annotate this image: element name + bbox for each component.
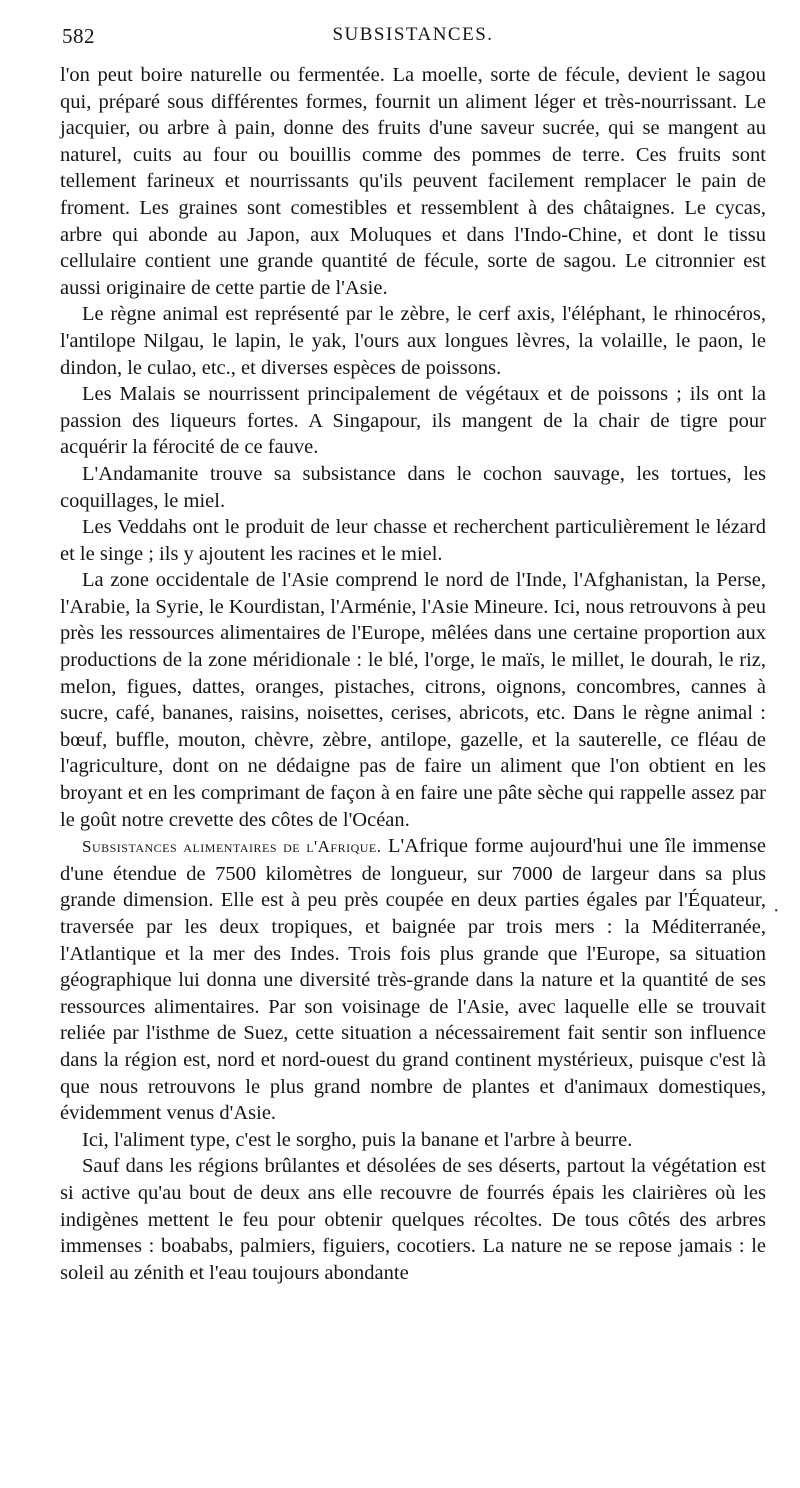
paragraph [60,833,766,1127]
paragraph: La zone occidentale de l'Asie comprend le nord de l'Inde, l'Afghanistan, la Perse, l'Arabie, la Syrie, le Kourdistan, l'Arménie, l'Asie Mineure. Ici, nous retrouvons à peu près les ressources alimentaires de l'Europe, mêlées dans une certaine proportion aux productions de la zone méridionale : le blé, l'orge, le maïs, le millet, le dourah, le riz, melon, figues, dattes, oranges, pistaches, citrons, oignons, concombres, cannes à sucre, café, bananes, raisins, noisettes, cerises, abricots, etc. Dans le règne animal : bœuf, buffle, mouton, chèvre, zèbre, antilope, gazelle, et la sauterelle, ce fléau de l'agriculture, dont on ne dédaigne pas de faire un aliment que l'on obtient en les broyant et en les comprimant de façon à en faire une pâte sèche qui rappelle assez par le goût notre crevette des côtes de l'Océan. [60,569,766,831]
section-heading: Subsistances alimentaires de l'Afrique. [82,837,382,857]
paragraph: Les Veddahs ont le produit de leur chasse et recherchent particulièrement le lézard et le singe ; ils y ajoutent les racines et le miel. [60,516,766,565]
paragraph: Ici, l'aliment type, c'est le sorgho, puis la banane et l'arbre à beurre. [82,1128,633,1151]
paragraph: l'on peut boire naturelle ou fermentée. La moelle, sorte de fécule, devient le sagou qui, préparé sous différentes formes, fournit un aliment léger et très-nourrissant. Le jacquier, ou arbre à pain, donne des fruits d'une saveur sucrée, qui se mangent au naturel, cuits au four ou bouillis comme des pommes de terre. Ces fruits sont tellement farineux et nourrissants qu'ils peuvent facilement remplacer le pain de froment. Les graines sont comestibles et ressemblent à des châtaignes. Le cycas, arbre qui abonde au Japon, aux Moluques et dans l'Indo-Chine, et dont le tissu cellulaire contient une grande quantité de fécule, sorte de sagou. Le citronnier est aussi originaire de cette partie de l'Asie. [60,64,766,299]
margin-speck: • [774,906,778,917]
section-text: L'Afrique forme aujourd'hui une île immense d'une étendue de 7500 kilomètres de longueur, sur 7000 de largeur dans sa plus grande dimension. Elle est à peu près coupée en deux parties égales par l'Équateur, traversée par les deux tropiques, et baignée par trois mers : la Méditerranée, l'Atlantique et la mer des Indes. Trois fois plus grande que l'Europe, sa situation géographique lui donna une diversité très-grande dans la nature et la quantité de ses ressources alimentaires. Par son voisinage de l'Asie, avec laquelle elle se trouvait reliée par l'isthme de Suez, cette situation a nécessairement fait sentir son influence dans la région est, nord et nord-ouest du grand continent mystérieux, puisque c'est là que nous retrouvons le plus grand nombre de plantes et d'animaux domestiques, évidemment venus d'Asie. [60,835,766,1125]
page-number: 582 [62,24,95,48]
running-head: SUBSISTANCES. [332,24,494,45]
paragraph: Les Malais se nourrissent principalement de végétaux et de poissons ; ils ont la passion des liqueurs fortes. A Singapour, ils mangent de la chair de tigre pour acquérir la férocité de ce fauve. [60,383,766,459]
paragraph: L'Andamanite trouve sa subsistance dans le cochon sauvage, les tortues, les coquillages, le miel. [60,462,766,512]
body-text [60,62,766,1286]
paragraph: Sauf dans les régions brûlantes et désolées de ses déserts, partout la végétation est si active qu'au bout de deux ans elle recouvre de fourrés épais les clairières où les indigènes mettent le feu pour obtenir quelques récoltes. De tous côtés des arbres immenses : boababs, palmiers, figuiers, cocotiers. La nature ne se repose jamais : le soleil au zénith et l'eau toujours abondante [60,1155,766,1284]
paragraph: Le règne animal est représenté par le zèbre, le cerf axis, l'éléphant, le rhinocéros, l'antilope Nilgau, le lapin, le yak, l'ours aux longues lèvres, la volaille, le paon, le dindon, le culao, etc., et diverses espèces de poissons. [60,303,766,379]
page-header [62,24,764,54]
